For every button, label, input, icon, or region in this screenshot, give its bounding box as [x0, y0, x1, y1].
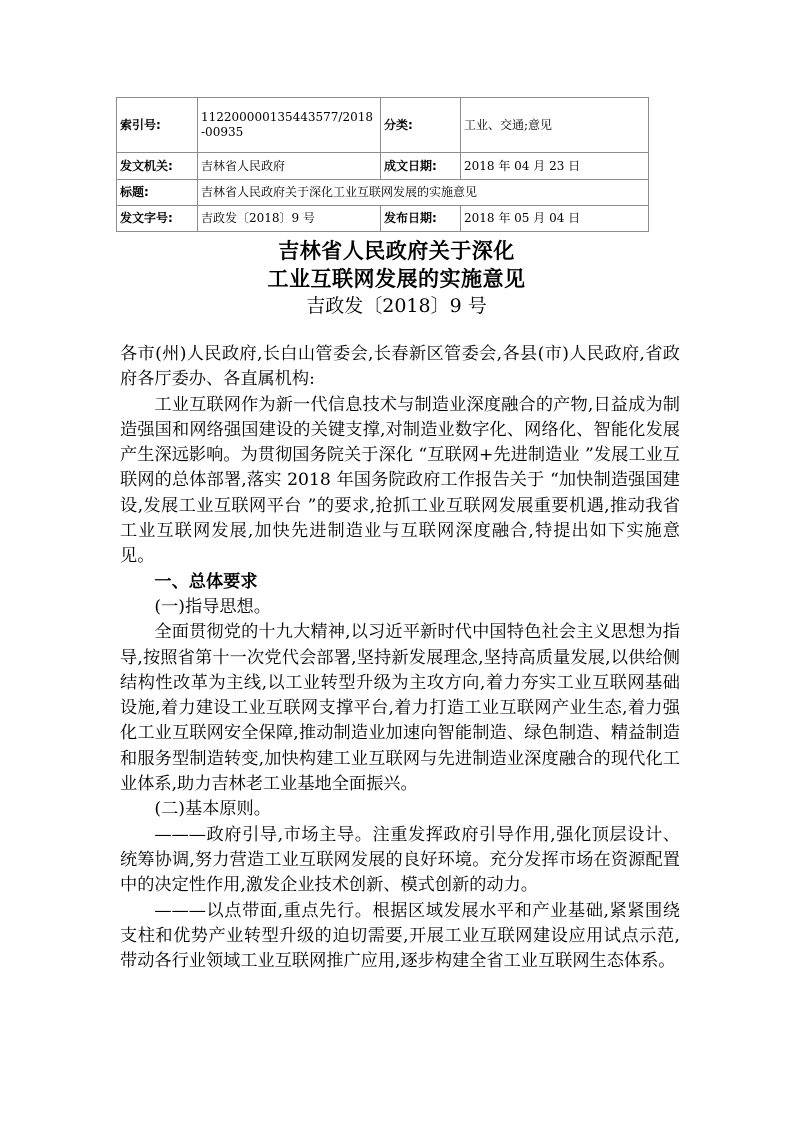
document-number: 吉政发〔2018〕9 号: [306, 295, 487, 317]
index-label: 索引号:: [117, 98, 198, 153]
doc-no-value: 吉政发〔2018〕9 号: [198, 206, 381, 232]
metadata-row: [117, 98, 649, 153]
addressee: 各市(州)人民政府,长白山管委会,长春新区管委会,各县(市)人民政府,省政府各厅委办、各直属机构:: [120, 344, 680, 390]
subheading-basic-principles: (二)基本原则。: [154, 799, 271, 820]
metadata-row: [117, 180, 649, 206]
category-value: 工业、交通;意见: [461, 98, 649, 153]
subheading-guiding-thought: (一)指导思想。: [154, 596, 271, 617]
date-written-label: 成文日期:: [381, 153, 461, 180]
date-written-value: 2018 年 04 月 23 日: [461, 153, 649, 180]
publish-date-label: 发布日期:: [381, 206, 461, 232]
issuer-value: 吉林省人民政府: [198, 153, 381, 180]
issuer-label: 发文机关:: [117, 153, 198, 180]
metadata-row: [117, 206, 649, 232]
metadata-table: [116, 97, 649, 232]
category-label: 分类:: [381, 98, 461, 153]
document-title-line-2: 工业互联网发展的实施意见: [267, 267, 526, 291]
principle-paragraph-2: ———以点带面,重点先行。根据区域发展水平和产业基础,紧紧围绕支柱和优势产业转型升级的迫切需要,开展工业互联网建设应用试点示范,带动各行业领域工业互联网推广应用,逐步构建全省工业互联网生态体系。: [120, 900, 680, 972]
document-title-line-1: 吉林省人民政府关于深化: [278, 239, 515, 263]
doc-no-label: 发文字号:: [117, 206, 198, 232]
subject-label: 标题:: [117, 180, 198, 206]
document-body: [120, 342, 680, 974]
index-value: 112200000135443577/2018-00935: [198, 98, 381, 153]
intro-paragraph: 工业互联网作为新一代信息技术与制造业深度融合的产物,日益成为制造强国和网络强国建设的关键支撑,对制造业数字化、网络化、智能化发展产生深远影响。为贯彻国务院关于深化 “互联网+先进制造业 ”发展工业互联网的总体部署,落实 2018 年国务院政府工作报告关于 “加快制造强国建设,发展工业互联网平台 ”的要求,抢抓工业互联网发展重要机遇,推动我省工业互联网发展,加快先进制造业与互联网深度融合,特提出如下实施意见。: [120, 394, 680, 567]
section-heading-1: 一、总体要求: [154, 571, 258, 592]
subject-value: 吉林省人民政府关于深化工业互联网发展的实施意见: [198, 180, 649, 206]
document-title-block: [0, 237, 793, 319]
publish-date-value: 2018 年 05 月 04 日: [461, 206, 649, 232]
guiding-thought-paragraph: 全面贯彻党的十九大精神,以习近平新时代中国特色社会主义思想为指导,按照省第十一次党代会部署,坚持新发展理念,坚持高质量发展,以供给侧结构性改革为主线,以工业转型升级为主攻方向,着力夯实工业互联网基础设施,着力建设工业互联网支撑平台,着力打造工业互联网产业生态,着力强化工业互联网安全保障,推动制造业加速向智能制造、绿色制造、精益制造和服务型制造转变,加快构建工业互联网与先进制造业深度融合的现代化工业体系,助力吉林老工业基地全面振兴。: [120, 622, 680, 795]
metadata-row: [117, 153, 649, 180]
principle-paragraph-1: ———政府引导,市场主导。注重发挥政府引导作用,强化顶层设计、统筹协调,努力营造工业互联网发展的良好环境。充分发挥市场在资源配置中的决定性作用,激发企业技术创新、模式创新的动力。: [120, 824, 680, 896]
